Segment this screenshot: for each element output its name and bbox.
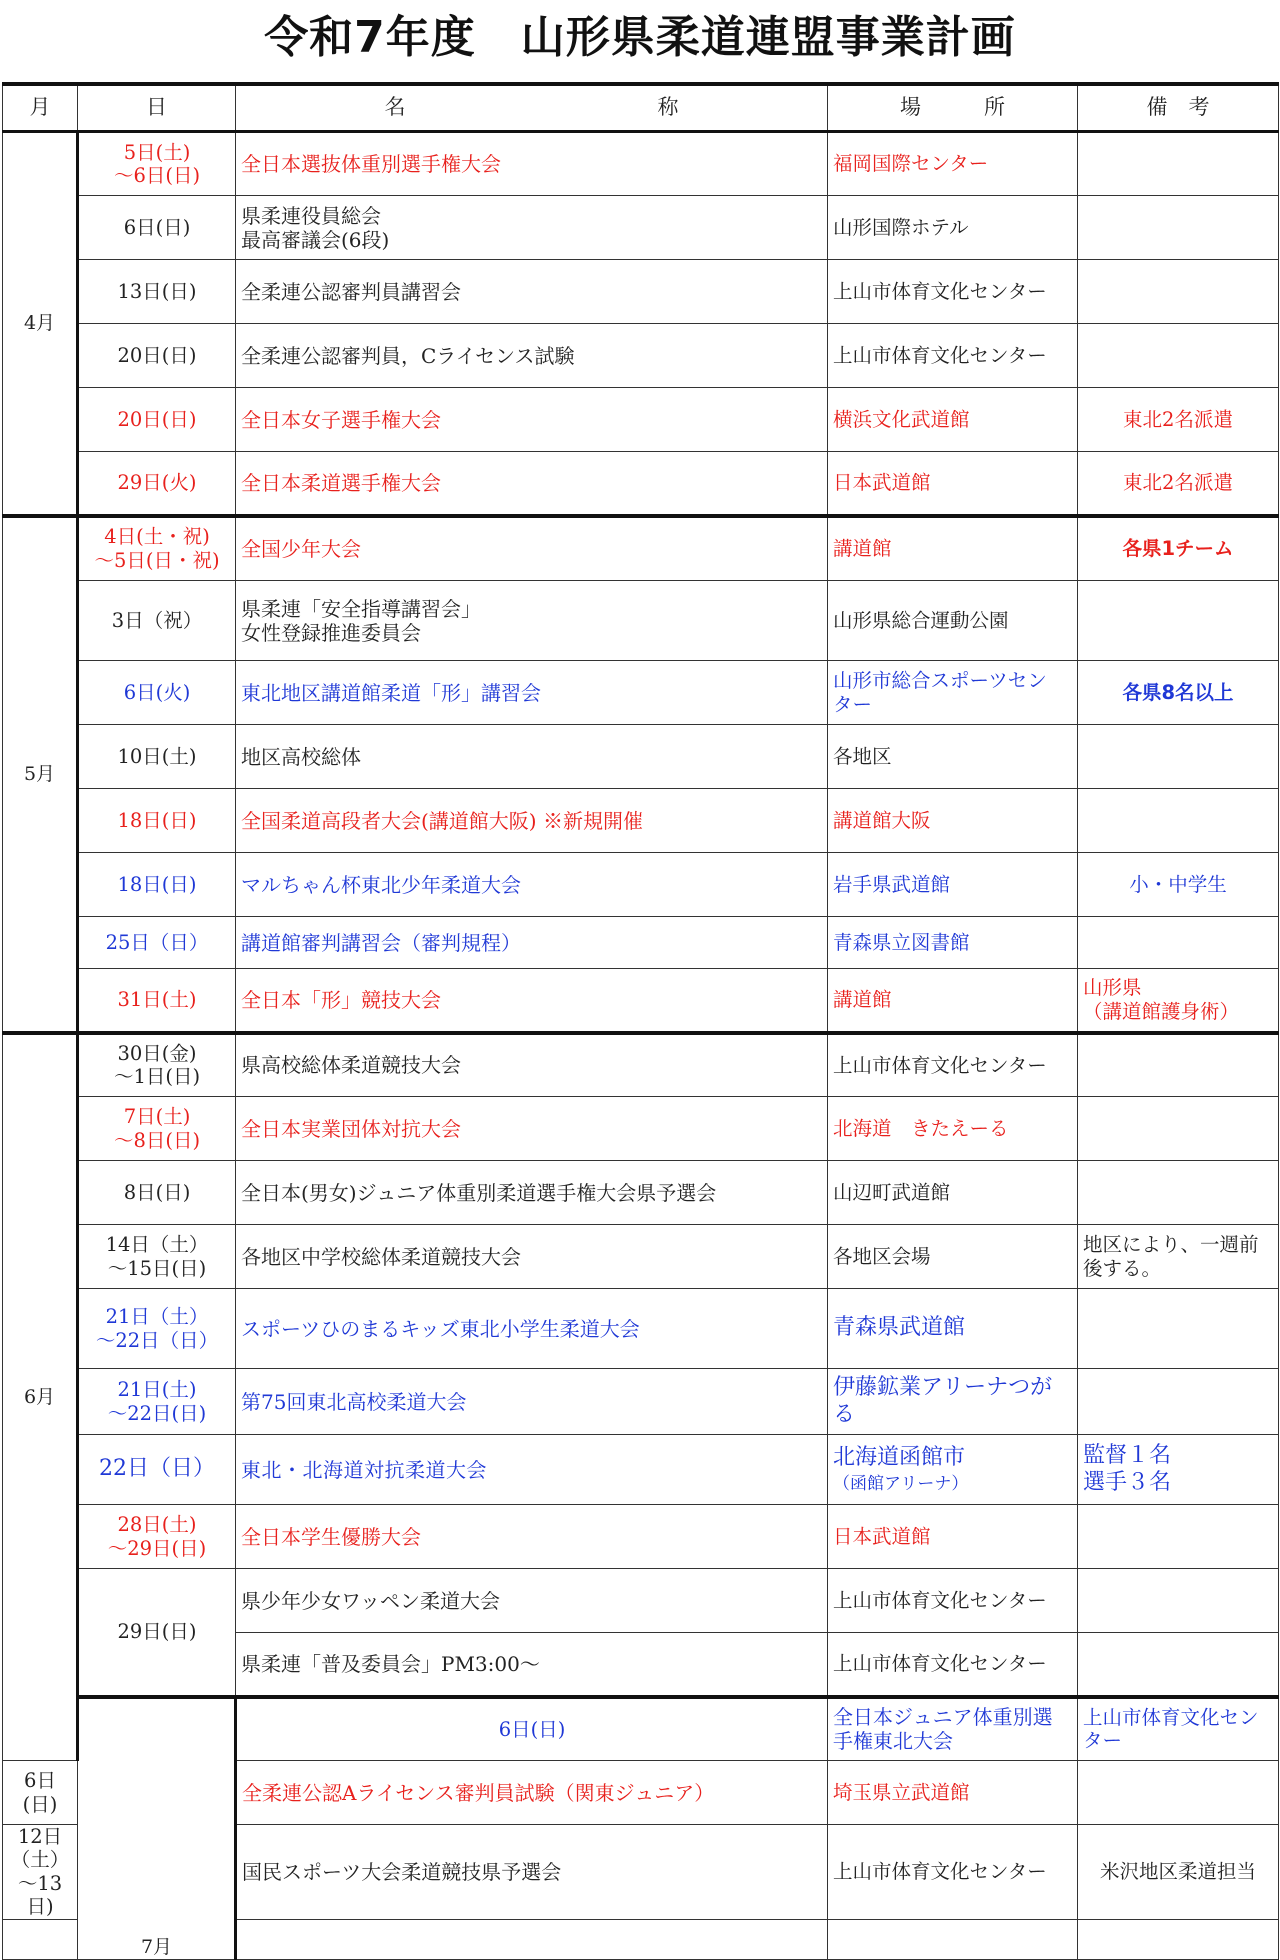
event-name: 全日本実業団体対抗大会: [236, 1097, 828, 1161]
event-name: 全日本選抜体重別選手権大会: [236, 132, 828, 196]
date-cell: 28日(土) ～29日(日): [78, 1505, 236, 1569]
event-name: 県高校総体柔道競技大会: [236, 1033, 828, 1097]
date-cell: 21日(土) ～22日(日): [78, 1369, 236, 1435]
event-name: 県柔連「普及委員会」PM3:00～: [236, 1633, 828, 1697]
event-remarks: [1078, 1097, 1279, 1161]
event-name: 全柔連公認審判員，Cライセンス試験: [236, 324, 828, 388]
event-name: 全国少年大会: [236, 516, 828, 581]
event-place: 上山市体育文化センター: [828, 260, 1078, 324]
event-remarks: [1078, 196, 1279, 260]
event-place: 福岡国際センター: [828, 132, 1078, 196]
event-place: 上山市体育文化センター: [1078, 1697, 1279, 1761]
event-place: 上山市体育文化センター: [828, 1569, 1078, 1633]
event-remarks: [1078, 581, 1279, 661]
event-place: [828, 1919, 1078, 1959]
date-cell: 8日(日): [78, 1161, 236, 1225]
table-row: [3, 661, 1279, 725]
table-row: [3, 789, 1279, 853]
date-cell: [3, 1919, 78, 1959]
event-name: 地区高校総体: [236, 725, 828, 789]
table-row: [3, 196, 1279, 260]
table-row: [3, 917, 1279, 969]
event-name: 講道館審判講習会（審判規程）: [236, 917, 828, 969]
table-row: [3, 581, 1279, 661]
event-remarks: [1078, 1633, 1279, 1697]
table-row: [3, 516, 1279, 581]
header-row: [3, 84, 1279, 132]
date-cell: 25日（日）: [78, 917, 236, 969]
event-name: 県柔連「安全指導講習会」 女性登録推進委員会: [236, 581, 828, 661]
event-place: 北海道函館市 （函館アリーナ）: [828, 1435, 1078, 1505]
event-remarks: 地区により、一週前 後する。: [1078, 1225, 1279, 1289]
date-cell: 18日(日): [78, 789, 236, 853]
event-remarks: [1078, 260, 1279, 324]
event-place: 日本武道館: [828, 1505, 1078, 1569]
date-cell: 6日(火): [78, 661, 236, 725]
event-place: 埼玉県立武道館: [828, 1761, 1078, 1825]
event-place: 伊藤鉱業アリーナつが る: [828, 1369, 1078, 1435]
month-cell-june: 6月: [3, 1033, 78, 1761]
event-remarks: [1078, 1033, 1279, 1097]
event-name: 第75回東北高校柔道大会: [236, 1369, 828, 1435]
event-remarks: [1078, 324, 1279, 388]
event-place: 上山市体育文化センター: [828, 1033, 1078, 1097]
event-name: スポーツひのまるキッズ東北小学生柔道大会: [236, 1289, 828, 1369]
event-place: 青森県立図書館: [828, 917, 1078, 969]
date-cell: 6日(日): [3, 1761, 78, 1825]
event-place: 山辺町武道館: [828, 1161, 1078, 1225]
event-name: 東北地区講道館柔道「形」講習会: [236, 661, 828, 725]
event-place: 講道館: [828, 516, 1078, 581]
event-name: 東北・北海道対抗柔道大会: [236, 1435, 828, 1505]
month-cell-july: 7月: [78, 1697, 236, 1960]
table-row: [3, 853, 1279, 917]
event-place: 上山市体育文化センター: [828, 1633, 1078, 1697]
table-row: [3, 132, 1279, 196]
table-row: [3, 969, 1279, 1033]
event-name: 各地区中学校総体柔道競技大会: [236, 1225, 828, 1289]
date-cell: 3日（祝）: [78, 581, 236, 661]
header-place: 場 所: [828, 84, 1078, 132]
event-remarks: 東北2名派遣: [1078, 452, 1279, 516]
month-cell-april: 4月: [3, 132, 78, 516]
header-day: 日: [78, 84, 236, 132]
event-remarks: [1078, 1919, 1279, 1959]
table-row: [3, 1505, 1279, 1569]
event-name: 全日本ジュニア体重別選手権東北大会: [828, 1697, 1078, 1761]
event-place: 講道館: [828, 969, 1078, 1033]
event-remarks: [1078, 1289, 1279, 1369]
date-cell: 14日（土） ～15日(日): [78, 1225, 236, 1289]
month-cell-may: 5月: [3, 516, 78, 1033]
event-remarks: 各県8名以上: [1078, 661, 1279, 725]
date-cell: 29日(火): [78, 452, 236, 516]
event-remarks: [1078, 1761, 1279, 1825]
date-cell: 12日（土） ～13日): [3, 1825, 78, 1920]
event-place: 山形県総合運動公園: [828, 581, 1078, 661]
event-name: 県柔連役員総会 最高審議会(6段): [236, 196, 828, 260]
event-remarks: [1078, 1369, 1279, 1435]
event-remarks: [1078, 1569, 1279, 1633]
table-row: [3, 260, 1279, 324]
table-row: [3, 1435, 1279, 1505]
header-remarks: 備 考: [1078, 84, 1279, 132]
table-row: [3, 324, 1279, 388]
event-name: マルちゃん杯東北少年柔道大会: [236, 853, 828, 917]
date-cell: 22日（日）: [78, 1435, 236, 1505]
date-cell: 6日(日): [78, 196, 236, 260]
event-remarks: 米沢地区柔道担当: [1078, 1825, 1279, 1920]
schedule-table: [2, 82, 1279, 1960]
table-row: [3, 1697, 1279, 1761]
event-name: 全柔連公認Aライセンス審判員試験（関東ジュニア）: [236, 1761, 828, 1825]
table-row: [3, 1161, 1279, 1225]
event-remarks: [1078, 1505, 1279, 1569]
date-cell: 31日(土): [78, 969, 236, 1033]
event-place: 上山市体育文化センター: [828, 1825, 1078, 1920]
event-name: 全国柔道高段者大会(講道館大阪) ※新規開催: [236, 789, 828, 853]
header-name: 名 称: [236, 84, 828, 132]
event-name: 県少年少女ワッペン柔道大会: [236, 1569, 828, 1633]
event-remarks: 東北2名派遣: [1078, 388, 1279, 452]
event-place: 岩手県武道館: [828, 853, 1078, 917]
date-cell: 20日(日): [78, 324, 236, 388]
event-name: 全日本学生優勝大会: [236, 1505, 828, 1569]
event-remarks: [1078, 789, 1279, 853]
event-name: 全日本「形」競技大会: [236, 969, 828, 1033]
table-row: [3, 725, 1279, 789]
table-row: [3, 1289, 1279, 1369]
table-row: [3, 1369, 1279, 1435]
date-cell: 13日(日): [78, 260, 236, 324]
date-cell: 29日(日): [78, 1569, 236, 1697]
event-place: 上山市体育文化センター: [828, 324, 1078, 388]
header-month: 月: [3, 84, 78, 132]
date-cell: 20日(日): [78, 388, 236, 452]
page-title: 令和7年度 山形県柔道連盟事業計画: [264, 12, 1016, 63]
event-remarks: [1078, 1161, 1279, 1225]
event-name: [236, 1919, 828, 1959]
event-remarks: [1078, 132, 1279, 196]
date-cell: 10日(土): [78, 725, 236, 789]
date-cell: 18日(日): [78, 853, 236, 917]
date-cell: 6日(日): [236, 1697, 828, 1761]
event-place: 山形市総合スポーツセン ター: [828, 661, 1078, 725]
table-row: [3, 1097, 1279, 1161]
table-row: [3, 388, 1279, 452]
table-row: [3, 1033, 1279, 1097]
event-remarks: 山形県 （講道館護身術）: [1078, 969, 1279, 1033]
table-row: [3, 1569, 1279, 1633]
event-name: 全日本(男女)ジュニア体重別柔道選手権大会県予選会: [236, 1161, 828, 1225]
event-place: 各地区会場: [828, 1225, 1078, 1289]
event-place: 横浜文化武道館: [828, 388, 1078, 452]
event-name: 全日本女子選手権大会: [236, 388, 828, 452]
event-name: 全日本柔道選手権大会: [236, 452, 828, 516]
event-name: 国民スポーツ大会柔道競技県予選会: [236, 1825, 828, 1920]
event-place: 講道館大阪: [828, 789, 1078, 853]
table-row: [3, 452, 1279, 516]
event-remarks: 監督１名 選手３名: [1078, 1435, 1279, 1505]
event-place: 日本武道館: [828, 452, 1078, 516]
date-cell: 4日(土・祝) ～5日(日・祝): [78, 516, 236, 581]
event-remarks: 各県1チーム: [1078, 516, 1279, 581]
event-remarks: [1078, 917, 1279, 969]
date-cell: 5日(土) ～6日(日): [78, 132, 236, 196]
event-place: 山形国際ホテル: [828, 196, 1078, 260]
table-row: [3, 1225, 1279, 1289]
date-cell: 7日(土) ～8日(日): [78, 1097, 236, 1161]
event-remarks: 小・中学生: [1078, 853, 1279, 917]
event-name: 全柔連公認審判員講習会: [236, 260, 828, 324]
event-remarks: [1078, 725, 1279, 789]
event-place: 北海道 きたえーる: [828, 1097, 1078, 1161]
event-place: 青森県武道館: [828, 1289, 1078, 1369]
event-place: 各地区: [828, 725, 1078, 789]
date-cell: 21日（土） ～22日（日）: [78, 1289, 236, 1369]
date-cell: 30日(金) ～1日(日): [78, 1033, 236, 1097]
